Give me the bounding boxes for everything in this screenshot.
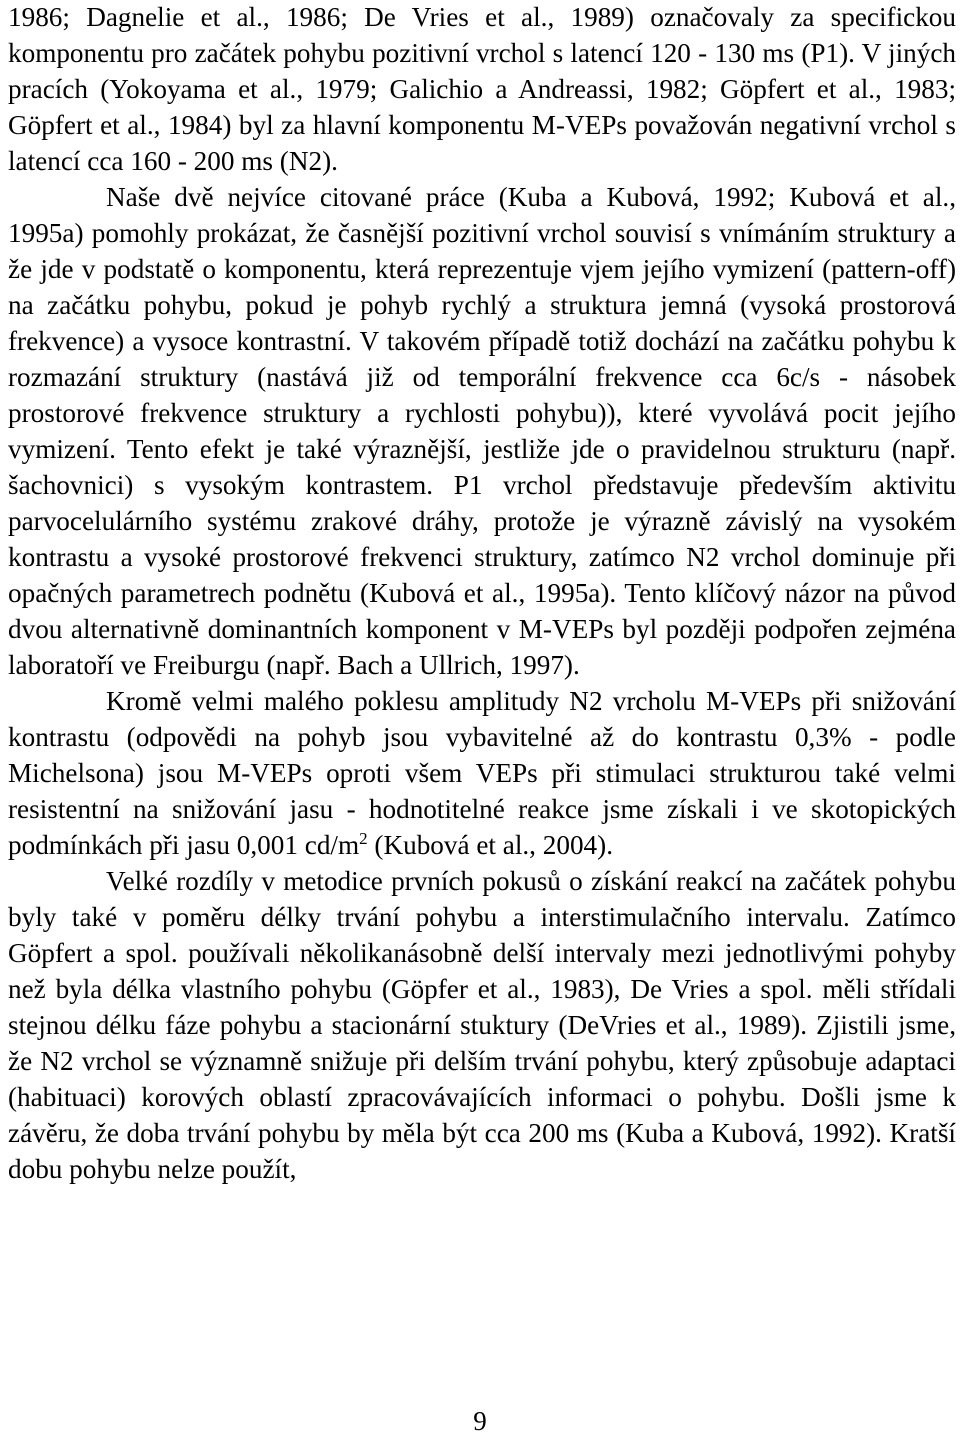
paragraph-citations: Naše dvě nejvíce citované práce (Kuba a Kubová, 1992; Kubová et al., 1995a) pomohly prokázat, že časnější pozitivní vrchol souvisí s vnímáním struktury a že jde v podstatě o komponentu, která reprezentuje vjem jejího vymizení (pattern-off) na začátku pohybu, pokud je pohyb rychlý a struktura jemná (vysoká prostorová frekvence) a vysoce kontrastní. V takovém případě totiž dochází na začátku pohybu k rozmazání struktury (nastává již od temporální frekvence cca 6c/s - násobek prostorové frekvence struktury a rychlosti pohybu)), které vyvolává pocit jejího vymizení. Tento efekt je také výraznější, jestliže jde o pravidelnou strukturu (např. šachovnici) s vysokým kontrastem. P1 vrchol představuje především aktivitu parvocelulárního systému zrakové dráhy, protože je výrazně závislý na vysokém kontrastu a vysoké prostorové frekvenci struktury, zatímco N2 vrchol dominuje při opačných parametrech podnětu (Kubová et al., 1995a). Tento klíčový názor na původ dvou alternativně dominantních komponent v M-VEPs byl později podpořen zejména laboratoří ve Freiburgu (např. Bach a Ullrich, 1997). [8,182,956,680]
document-page [8,0,956,1187]
page-number: 9 [473,1406,487,1436]
paragraph-methodology: Velké rozdíly v metodice prvních pokusů o získání reakcí na začátek pohybu byly také v poměru délky trvání pohybu a interstimulačního intervalu. Zatímco Göpfert a spol. používali několikanásobně delší intervaly mezi jednotlivými pohyby než byla délka vlastního pohybu (Göpfer et al., 1983), De Vries a spol. měli střídali stejnou délku fáze pohybu a stacionární stuktury (DeVries et al., 1989). Zjistili jsme, že N2 vrchol se významně snižuje při delším trvání pohybu, který způsobuje adaptaci (habituaci) korových oblastí zpracovávajících informaci o pohybu. Došli jsme k závěru, že doba trvání pohybu by měla být cca 200 ms (Kuba a Kubová, 1992). Kratší dobu pohybu nelze použít, [8,866,956,1184]
superscript: 2 [359,829,368,848]
paragraph-text: (Kubová et al., 2004). [367,830,614,860]
paragraph-continued: 1986; Dagnelie et al., 1986; De Vries et al., 1989) označovaly za specifickou komponentu pro začátek pohybu pozitivní vrchol s latencí 120 - 130 ms (P1). V jiných pracích (Yokoyama et al., 1979; Galichio a Andreassi, 1982; Göpfert et al., 1983; Göpfert et al., 1984) byl za hlavní komponentu M-VEPs považován negativní vrchol s latencí cca 160 - 200 ms (N2). [8,2,956,176]
paragraph-text: Kromě velmi malého poklesu amplitudy N2 vrcholu M-VEPs při snižování kontrastu (odpovědi na pohyb jsou vybavitelné až do kontrastu 0,3% - podle Michelsona) jsou M-VEPs oproti všem VEPs při stimulaci strukturou také velmi resistentní na snižování jasu - hodnotitelné reakce jsme získali i ve skotopických podmínkách při jasu 0,001 cd/m [8,686,956,860]
paragraph-contrast [8,683,956,863]
